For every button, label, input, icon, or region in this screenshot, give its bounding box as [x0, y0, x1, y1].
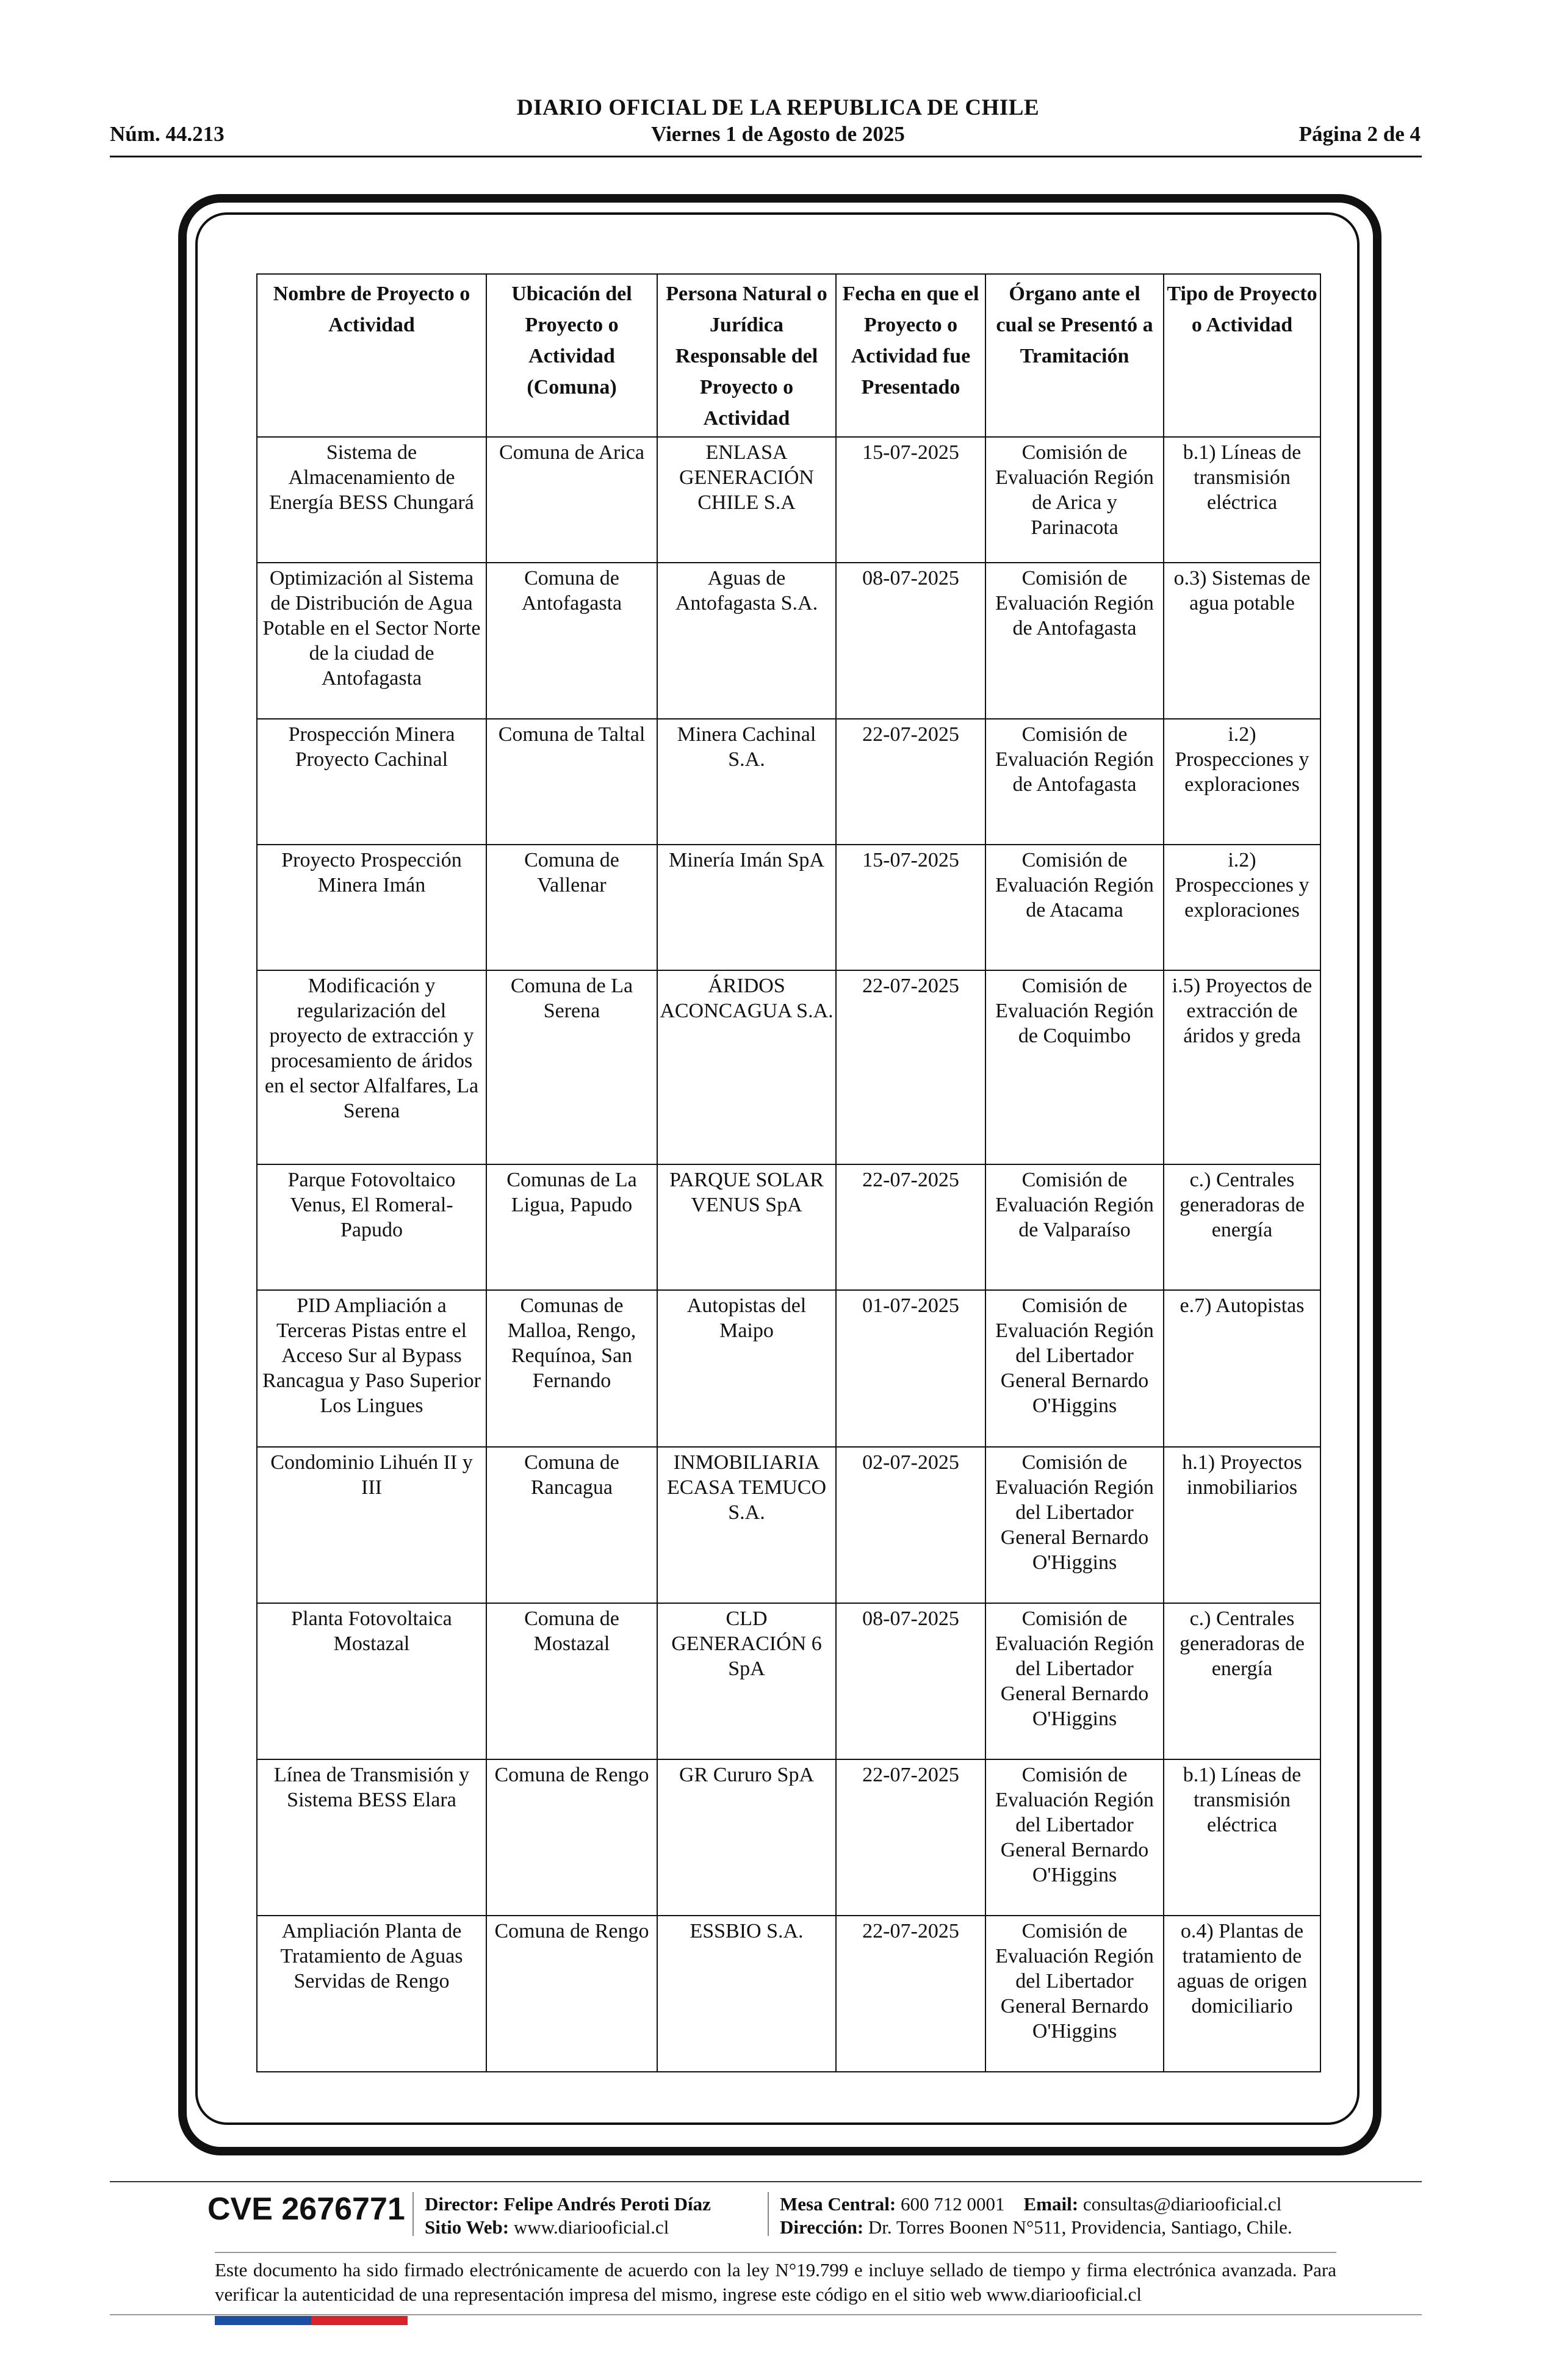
cell-organo: Comisión de Evaluación Región de Valparaíso: [985, 1164, 1164, 1290]
cell-persona: Autopistas del Maipo: [657, 1290, 836, 1447]
cell-organo: Comisión de Evaluación Región del Libertador General Bernardo O'Higgins: [985, 1603, 1164, 1759]
cell-persona: GR Cururo SpA: [657, 1759, 836, 1916]
cell-tipo: c.) Centrales generadoras de energía: [1164, 1603, 1320, 1759]
cell-tipo: c.) Centrales generadoras de energía: [1164, 1164, 1320, 1290]
cell-nombre: Optimización al Sistema de Distribución de Agua Potable en el Sector Norte de la ciudad de Antofagasta: [257, 563, 486, 719]
cell-ubicacion: Comuna de Rengo: [486, 1916, 657, 2072]
cell-nombre: Modificación y regularización del proyecto de extracción y procesamiento de áridos en el sector Alfalfares, La Serena: [257, 970, 486, 1164]
cell-nombre: Condominio Lihuén II y III: [257, 1447, 486, 1603]
cell-organo: Comisión de Evaluación Región del Libertador General Bernardo O'Higgins: [985, 1290, 1164, 1447]
cell-tipo: b.1) Líneas de transmisión eléctrica: [1164, 1759, 1320, 1916]
footer-director-block: [425, 2193, 711, 2239]
cell-nombre: Parque Fotovoltaico Venus, El Romeral-Papudo: [257, 1164, 486, 1290]
cell-ubicacion: Comuna de Vallenar: [486, 845, 657, 970]
cell-fecha: 22-07-2025: [836, 1759, 985, 1916]
cell-organo: Comisión de Evaluación Región del Libertador General Bernardo O'Higgins: [985, 1916, 1164, 2072]
cell-persona: ÁRIDOS ACONCAGUA S.A.: [657, 970, 836, 1164]
cell-organo: Comisión de Evaluación Región de Arica y Parinacota: [985, 437, 1164, 563]
director-label: Director:: [425, 2193, 499, 2215]
column-header-fecha: Fecha en que el Proyecto o Actividad fue Presentado: [836, 274, 985, 437]
issue-number: Núm. 44.213: [110, 122, 225, 146]
address-label: Dirección:: [780, 2216, 864, 2238]
flag-stripe-blue: [215, 2316, 311, 2325]
projects-table: [256, 273, 1321, 2072]
column-header-ubicacion: Ubicación del Proyecto o Actividad (Comuna): [486, 274, 657, 437]
column-header-organo: Órgano ante el cual se Presentó a Tramitación: [985, 274, 1164, 437]
cell-organo: Comisión de Evaluación Región de Atacama: [985, 845, 1164, 970]
cell-fecha: 15-07-2025: [836, 845, 985, 970]
column-header-persona: Persona Natural o Jurídica Responsable del Proyecto o Actividad: [657, 274, 836, 437]
cell-organo: Comisión de Evaluación Región del Libertador General Bernardo O'Higgins: [985, 1759, 1164, 1916]
cell-ubicacion: Comuna de Arica: [486, 437, 657, 563]
footer-rule-bottom: [110, 2314, 1422, 2315]
table-header-row: [257, 274, 1320, 437]
cell-tipo: h.1) Proyectos inmobiliarios: [1164, 1447, 1320, 1603]
cell-ubicacion: Comuna de Rancagua: [486, 1447, 657, 1603]
table-row: [257, 1290, 1320, 1447]
cell-fecha: 22-07-2025: [836, 1164, 985, 1290]
cell-organo: Comisión de Evaluación Región del Libertador General Bernardo O'Higgins: [985, 1447, 1164, 1603]
table-row: [257, 437, 1320, 563]
mesa-phone: 600 712 0001: [901, 2193, 1005, 2215]
cell-ubicacion: Comunas de La Ligua, Papudo: [486, 1164, 657, 1290]
cell-organo: Comisión de Evaluación Región de Antofagasta: [985, 563, 1164, 719]
cell-ubicacion: Comuna de La Serena: [486, 970, 657, 1164]
cell-fecha: 22-07-2025: [836, 719, 985, 845]
cell-persona: Aguas de Antofagasta S.A.: [657, 563, 836, 719]
footer-rule-top: [110, 2181, 1422, 2182]
footer-rule-mid: [215, 2252, 1336, 2253]
flag-stripe-red: [311, 2316, 408, 2325]
newspaper-title: DIARIO OFICIAL DE LA REPUBLICA DE CHILE: [516, 95, 1040, 120]
column-header-nombre: Nombre de Proyecto o Actividad: [257, 274, 486, 437]
cve-code: CVE 2676771: [207, 2191, 405, 2227]
table-row: [257, 1916, 1320, 2072]
cell-fecha: 02-07-2025: [836, 1447, 985, 1603]
cell-nombre: Proyecto Prospección Minera Imán: [257, 845, 486, 970]
footer-divider: [412, 2192, 414, 2236]
cell-ubicacion: Comuna de Mostazal: [486, 1603, 657, 1759]
cell-fecha: 08-07-2025: [836, 1603, 985, 1759]
table-row: [257, 970, 1320, 1164]
cell-persona: PARQUE SOLAR VENUS SpA: [657, 1164, 836, 1290]
issue-date: Viernes 1 de Agosto de 2025: [651, 122, 905, 146]
footer-divider: [768, 2192, 769, 2236]
cell-nombre: Prospección Minera Proyecto Cachinal: [257, 719, 486, 845]
cell-persona: INMOBILIARIA ECASA TEMUCO S.A.: [657, 1447, 836, 1603]
footer-contact-block: [780, 2193, 1292, 2239]
table-row: [257, 845, 1320, 970]
cell-organo: Comisión de Evaluación Región de Coquimbo: [985, 970, 1164, 1164]
cell-tipo: b.1) Líneas de transmisión eléctrica: [1164, 437, 1320, 563]
cell-nombre: Planta Fotovoltaica Mostazal: [257, 1603, 486, 1759]
signature-note: Este documento ha sido firmado electrónicamente de acuerdo con la ley N°19.799 e incluye sellado de tiempo y firma electrónica avanzada. Para verificar la autenticidad de una representación impresa del mismo, ingrese este código en el sitio web www.diariooficial.cl: [215, 2259, 1336, 2305]
cell-persona: ESSBIO S.A.: [657, 1916, 836, 2072]
cell-ubicacion: Comuna de Taltal: [486, 719, 657, 845]
table-row: [257, 1447, 1320, 1603]
cell-organo: Comisión de Evaluación Región de Antofagasta: [985, 719, 1164, 845]
table-row: [257, 719, 1320, 845]
director-name: Felipe Andrés Peroti Díaz: [503, 2193, 711, 2215]
cell-tipo: o.4) Plantas de tratamiento de aguas de origen domiciliario: [1164, 1916, 1320, 2072]
cell-nombre: Sistema de Almacenamiento de Energía BESS Chungará: [257, 437, 486, 563]
cell-tipo: o.3) Sistemas de agua potable: [1164, 563, 1320, 719]
website-link[interactable]: www.diariooficial.cl: [513, 2216, 669, 2238]
cell-nombre: PID Ampliación a Terceras Pistas entre el Acceso Sur al Bypass Rancagua y Paso Superior Los Lingues: [257, 1290, 486, 1447]
email-label: Email:: [1023, 2193, 1079, 2215]
cell-fecha: 01-07-2025: [836, 1290, 985, 1447]
column-header-tipo: Tipo de Proyecto o Actividad: [1164, 274, 1320, 437]
table-row: [257, 563, 1320, 719]
website-label: Sitio Web:: [425, 2216, 510, 2238]
address-value: Dr. Torres Boonen N°511, Providencia, Santiago, Chile.: [868, 2216, 1292, 2238]
cell-fecha: 22-07-2025: [836, 1916, 985, 2072]
cell-persona: Minería Imán SpA: [657, 845, 836, 970]
header-rule: [110, 156, 1422, 157]
cell-nombre: Línea de Transmisión y Sistema BESS Elara: [257, 1759, 486, 1916]
cell-ubicacion: Comunas de Malloa, Rengo, Requínoa, San Fernando: [486, 1290, 657, 1447]
table-row: [257, 1603, 1320, 1759]
table-row: [257, 1759, 1320, 1916]
email-link[interactable]: consultas@diariooficial.cl: [1082, 2193, 1282, 2215]
cell-tipo: i.5) Proyectos de extracción de áridos y greda: [1164, 970, 1320, 1164]
cell-ubicacion: Comuna de Rengo: [486, 1759, 657, 1916]
cell-tipo: i.2) Prospecciones y exploraciones: [1164, 845, 1320, 970]
cell-fecha: 08-07-2025: [836, 563, 985, 719]
table-row: [257, 1164, 1320, 1290]
cell-fecha: 15-07-2025: [836, 437, 985, 563]
cell-persona: ENLASA GENERACIÓN CHILE S.A: [657, 437, 836, 563]
cell-nombre: Ampliación Planta de Tratamiento de Aguas Servidas de Rengo: [257, 1916, 486, 2072]
page-number: Página 2 de 4: [1298, 122, 1421, 146]
cell-tipo: e.7) Autopistas: [1164, 1290, 1320, 1447]
mesa-label: Mesa Central:: [780, 2193, 896, 2215]
cell-persona: Minera Cachinal S.A.: [657, 719, 836, 845]
cell-fecha: 22-07-2025: [836, 970, 985, 1164]
cell-ubicacion: Comuna de Antofagasta: [486, 563, 657, 719]
cell-persona: CLD GENERACIÓN 6 SpA: [657, 1603, 836, 1759]
cell-tipo: i.2) Prospecciones y exploraciones: [1164, 719, 1320, 845]
